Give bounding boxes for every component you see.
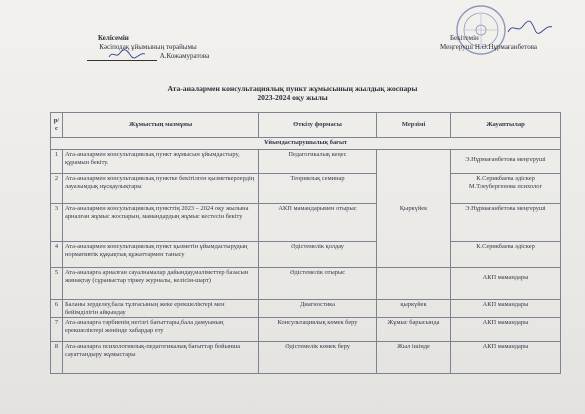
row-form: АКП мамандарымен отырыс [259,204,377,242]
row-responsible: К.Серикбаева әдіскер [451,242,561,268]
row-form: Әдістемелік көмек беру [259,342,377,374]
agree-name: А.Кожамуратова [159,52,210,60]
approve-name: Н.Ә.Нұрмағанбетова [474,43,538,51]
header-form: Өткізу формасы [259,113,377,138]
row-responsible: АКП мамандары [451,268,561,300]
row-content: Ата-аналарға арналған сауалнамалар дайындау,мәліметтер базасын жинақтау (сұраныстар тіркеу журналы, келісім-шарт) [63,268,259,300]
row-term: Жұмыс барысында [377,318,451,342]
row-responsible: АКП мамандары [451,300,561,318]
row-num: 2 [51,174,63,204]
row-num: 4 [51,242,63,268]
approve-title: Бекітемін [450,34,479,42]
handwritten-signature-icon [505,18,555,38]
row-term: қыркүйек [377,300,451,318]
header-term: Мерзімі [377,113,451,138]
row-content: Ата-аналармен консультациялық пункттің 2023 – 2024 оқу жылына арналған жұмыс жоспарын, мамандардың жұмыс кестесін бекіту [63,204,259,242]
row-num: 7 [51,318,63,342]
table-header-row [51,113,561,138]
row-form: Консультациялық көмек беру [259,318,377,342]
row-content: Ата-аналарға психологиялық-педагогикалық бағыттар бойынша сауаттандыру жұмыстары [63,342,259,374]
row-term: Жыл ішінде [377,342,451,374]
row-form: Әдістемелік қолдау [259,242,377,268]
approve-position: Меңгеруші [440,43,474,51]
table-row [51,318,561,342]
table-row [51,204,561,242]
row-form: Теориялық семинар [259,174,377,204]
row-num: 1 [51,150,63,174]
row-responsible: К.Серикбаева әдіскер М.Тлеубергенова психолог [451,174,561,204]
row-form: Педагогикалық кеңес [259,150,377,174]
agree-position: Кәсіподақ ұйымының төрайымы [99,43,197,51]
approval-block-left [58,34,238,61]
table-row [51,174,561,204]
table-row [51,268,561,300]
header-content: Жұмыстың мазмұны [63,113,259,138]
row-form: Диагностика [259,300,377,318]
row-content: Ата-аналарға тәрбиенің негізгі бағыттары,бала дамуының ерекшеліктері жөнінде хабардар ету [63,318,259,342]
plan-table [50,112,561,374]
row-content: Ата-аналармен консультациялық пункт қызметін ұйымдастырудың нормативтік құқықтық құжаттармен танысу [63,242,259,268]
row-term [377,268,451,300]
header-responsible: Жауаптылар [451,113,561,138]
row-form: Әдістемелік отырыс [259,268,377,300]
row-responsible: АКП мамандары [451,318,561,342]
row-responsible: АКП мамандары [451,342,561,374]
section-title: Ұйымдастырушылық бағыт [51,138,561,150]
row-num: 3 [51,204,63,242]
table-row [51,342,561,374]
row-content: Баланы зерделеу,бала тұлғасының жеке ерекшеліктері мен бейімділігін айқындау [63,300,259,318]
row-num: 5 [51,268,63,300]
row-responsible: Э.Нұрмағанбетова меңгеруші [451,204,561,242]
table-row [51,242,561,268]
row-num: 8 [51,342,63,374]
row-content: Ата-аналармен консультациялық пунктке бекітілген қызметкерлердің лауазымдық нұсқаулықтары [63,174,259,204]
table-row [51,300,561,318]
row-term-merged: Қыркүйек [377,150,451,268]
header-num: р/с [51,113,63,138]
row-num: 6 [51,300,63,318]
signature-line [87,52,157,61]
document-year: 2023-2024 оқу жылы [257,93,328,102]
agree-title: Келісемін [98,34,129,42]
table-row [51,150,561,174]
handwritten-signature-icon [107,48,147,60]
row-content: Ата-аналармен консультациялық пункт жұмысын ұйымдастыру, құрамын бекіту. [63,150,259,174]
row-responsible: Э.Нұрмағанбетова меңгеруші [451,150,561,174]
document-title: Ата-аналармен консультациялық пункт жұмысының жылдық жоспары [167,84,418,93]
